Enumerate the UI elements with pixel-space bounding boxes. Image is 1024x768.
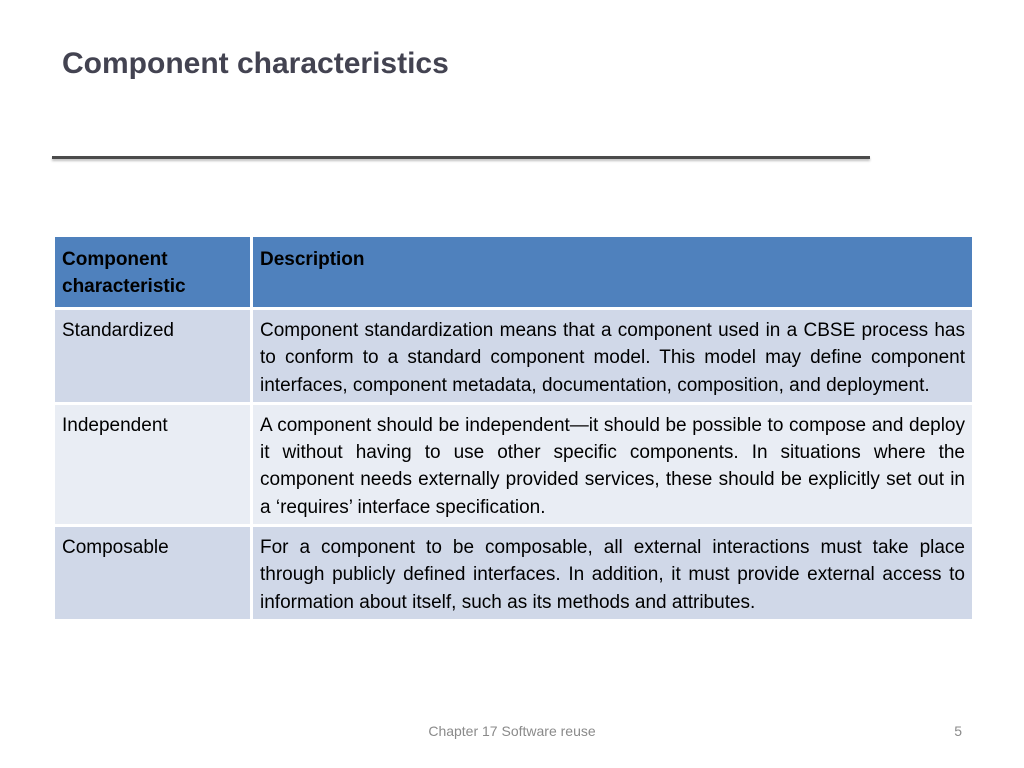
table-row (54, 309, 974, 404)
table-header-row (54, 236, 974, 309)
table-row (54, 403, 974, 525)
characteristic-cell: Standardized (54, 309, 252, 404)
description-cell: A component should be independent—it should be possible to compose and deploy it without having to use other specific components. In situations where the component needs externally provided services, these should be explicitly set out in a ‘requires’ interface specification. (252, 403, 974, 525)
table-row (54, 526, 974, 621)
header-component-characteristic: Component characteristic (54, 236, 252, 309)
description-cell: For a component to be composable, all external interactions must take place through publicly defined interfaces. In addition, it must provide external access to information about itself, such as its methods and attributes. (252, 526, 974, 621)
characteristic-cell: Independent (54, 403, 252, 525)
description-cell: Component standardization means that a component used in a CBSE process has to conform to a standard component model. This model may define component interfaces, component metadata, documentation, composition, and deployment. (252, 309, 974, 404)
header-description: Description (252, 236, 974, 309)
footer-chapter-label: Chapter 17 Software reuse (428, 723, 596, 739)
characteristic-cell: Composable (54, 526, 252, 621)
title-divider (52, 156, 870, 159)
characteristics-table (52, 234, 975, 622)
slide-title: Component characteristics (62, 47, 449, 80)
page-number: 5 (954, 723, 962, 739)
